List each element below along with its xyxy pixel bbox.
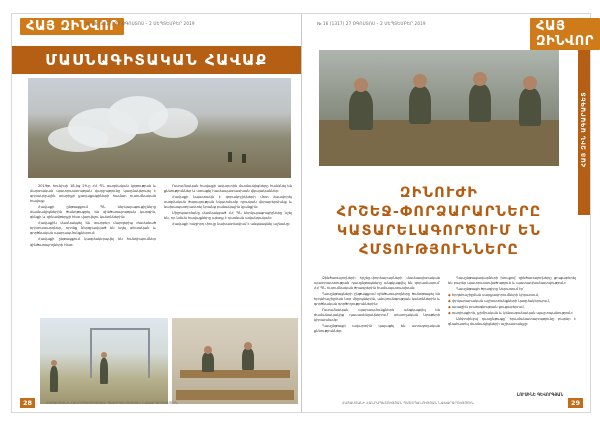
- right-article-column-2: Դասընթացավարների խոսքով՝ զինծառայողները ցուցաբերել են բարձր պատրաստվածություն և պատասխանատվություն: Դասընթացի ծրագիրը ներառում էր՝ ◆ հրդեհաշիջման սարքավորումների կիրառում, ◆ փրկարարական աշխատանքների կազմակերպում, ◆ առաջին բուժօգնության ցուցաբերում, ◆ ռադիացիոն, քիմիական և կենսաբանական պաշտպանություն: Ամփոփելով դասընթացը՝ հրամանատարությունը բարձր է գնահատել մասնակիցների աշխատանքը:: [448, 276, 576, 390]
- list-item: ◆ հրդեհաշիջման սարքավորումների կիրառում,: [448, 293, 576, 298]
- magazine-logo-right: ՀԱՅ ԶԻՆՎՈՐ: [530, 18, 600, 50]
- magazine-logo-left: ՀԱՅ ԶԻՆՎՈՐ: [20, 18, 124, 35]
- page-number-left: 28: [20, 398, 35, 408]
- photo-field-explosion: [28, 78, 291, 178]
- photo-training-ground: [40, 318, 168, 404]
- footer-left: ՀԱՅԱՍՏԱՆԻ ՀԱՆՐԱՊԵՏՈՒԹՅԱՆ ՊԱՇՏՊԱՆՈՒԹՅԱՆ ՆԱԽԱՐԱՐՈՒԹՅՈՒՆ: [46, 401, 178, 405]
- list-item: ◆ ռադիացիոն, քիմիական և կենսաբանական պաշտպանություն:: [448, 311, 576, 316]
- issue-line-left: № 16 (1317) 27 ՕԳՈՍՏՈՍ – 2 ՍԵՊՏԵՄԲԵՐ 2019: [86, 21, 195, 26]
- photo-classroom-small: [172, 318, 298, 404]
- section-title: ՄԱՍՆԱԳԻՏԱԿԱՆ ՀԱՎԱՔ: [45, 51, 268, 69]
- section-title-band: [12, 46, 301, 74]
- magazine-spread: [12, 14, 594, 412]
- photo-classroom-large: [319, 50, 559, 166]
- side-section-tab: ՀԱՅ ԶԻՆ ԱԳԱՐԱԳԵՏ: [578, 50, 590, 215]
- issue-line-right: № 16 (1317) 27 ՕԳՈՍՏՈՍ – 2 ՍԵՊՏԵՄԲԵՐ 2019: [317, 21, 426, 26]
- list-item: ◆ առաջին բուժօգնության ցուցաբերում,: [448, 305, 576, 310]
- page-number-right: 29: [568, 398, 583, 408]
- left-article-column-1: 2019թ. հունիսի 18-ից 29-ը ՀՀ ՊՆ ռազմական կրթության և մարտական պատրաստության վարչությունը կազմակերպել է զորակոչային տարիքի քաղաքացիների համար ուսումնական հավաք: Հավաքի ընթացքում ՊՆ ներկայացուցիչները մասնակիցներին ծանոթացրել են զինծառայության կարգին, զենքի և զինամթերքի հետ վարվելու կանոններին: Հավաքին մասնակցել են տարբեր մարզերից ժամանած երիտասարդներ, որոնք ներգրավված են եղել տեսական և գործնական պարապմունքներում: Հավաքի ընթացքում կազմակերպվել են հանդիպումներ զինծառայողների հետ:: [30, 184, 156, 247]
- list-item: ◆ փրկարարական աշխատանքների կազմակերպում,: [448, 299, 576, 304]
- left-article-column-2: Ուսումնական հավաքի ավարտին մասնակիցները հանձնել են քննություններ և ստացել համապատասխան վկայականներ: Հավաքի նպատակն է զորակոչիկների մոտ ձևավորել ռազմական ծառայության նկատմամբ դրական վերաբերմունք և նախապատրաստել նրանց բանակային կյանքին: Միջոցառմանը մասնակցած ՀՀ ՊՆ ներկայացուցիչները նշել են, որ նման հավաքները պետք է դառնան ավանդական: Հավաքի հաջորդ փուլը նախատեսվում է անցկացնել աշնանը:: [164, 184, 292, 227]
- right-article-column-1: Զինծառայողների հրշեջ-փորձարարների մասնագիտական պատրաստության դասընթացները անցկացվել են զորամասում՝ ՀՀ ՊՆ ուսումնական ծրագրերին համապատասխան: Դասընթացների ընթացքում զինծառայողները ծանոթացել են հրդեհաշիջման նոր միջոցներին, անվտանգության կանոններին և գործնական գործողություններին: Ուսումնական պարապմունքներն անցկացվել են ժամանակակից դասասենյակներում՝ տեսողական նյութերի կիրառմամբ: Դասընթացի ավարտին կայացել են ստուգողական քննություններ:: [314, 276, 440, 334]
- article-headline: ԶԻՆՈՒԺԻ ՀՐՇԵՋ-ՓՈՐՁԱՐԱՐՆԵՐԸ ԿԱՏԱՐԵԼԱԳՈՐԾՈՒՄ ԵՆ ՀՄՏՈՒԹՅՈՒՆՆԵՐԸ: [336, 185, 542, 258]
- article-author: ԼՈՒՍԻՆԵ ԳԵՎՈՐԳՅԱՆ: [517, 392, 564, 397]
- page-gutter: [301, 14, 302, 412]
- footer-right: ՀԱՅԱՍՏԱՆԻ ՀԱՆՐԱՊԵՏՈՒԹՅԱՆ ՊԱՇՏՊԱՆՈՒԹՅԱՆ ՆԱԽԱՐԱՐՈՒԹՅՈՒՆ: [342, 401, 474, 405]
